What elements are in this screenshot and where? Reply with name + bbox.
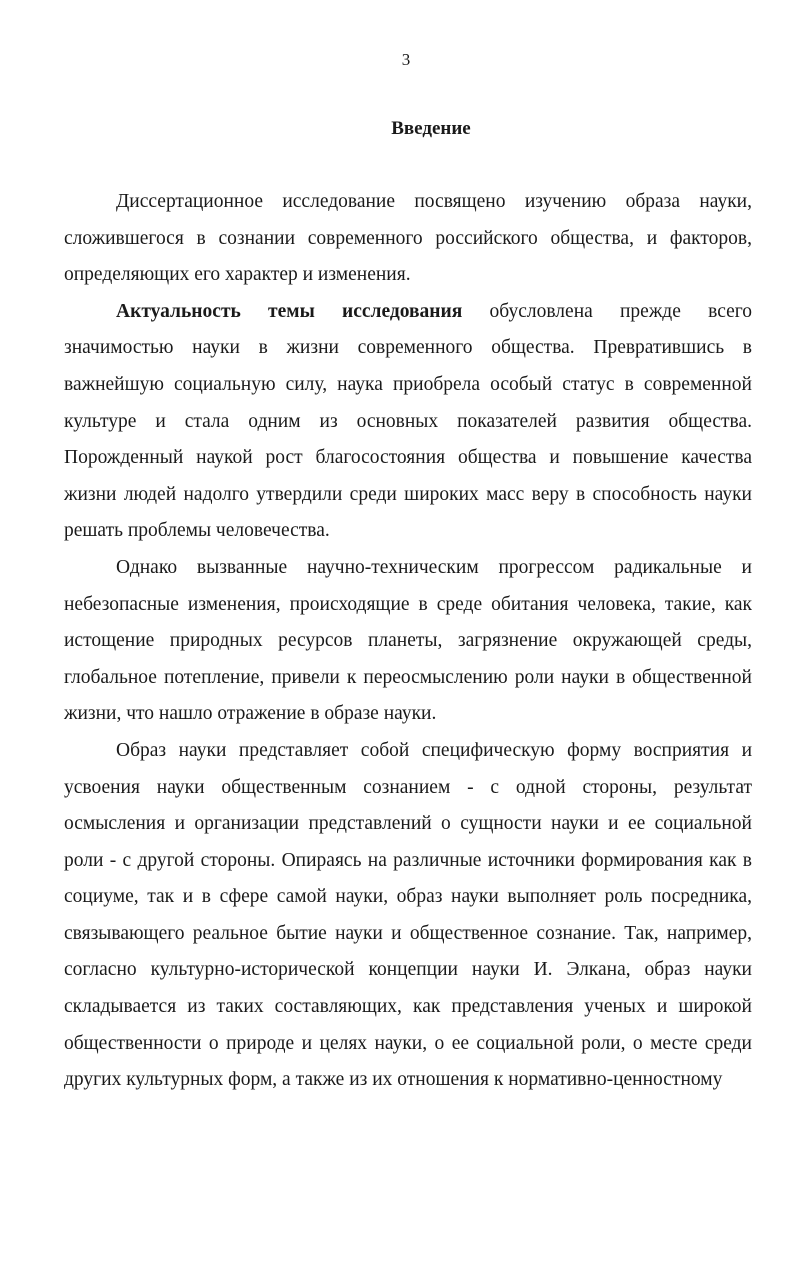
page-number: 3 xyxy=(401,50,411,69)
paragraph-lead-bold: Актуальность темы исследования xyxy=(116,300,463,322)
paragraph-text: Образ науки представляет собой специфическую форму восприятия и усвоения науки общественным сознанием - с одной стороны, результат осмысления и организации представлений о сущности науки и ее социальной роли - с другой стороны. Опираясь на различные источники формирования как в социуме, так и в сфере самой науки, образ науки выполняет роль посредника, связывающего реальное бытие науки и общественное сознание. Так, например, согласно культурно-исторической концепции науки И. Элкана, образ науки складывается из таких составляющих, как представления ученых и широкой общественности о природе и целях науки, о ее социальной роли, о месте среди других культурных форм, а также из их отношения к нормативно-ценностному xyxy=(64,739,752,1091)
body-text xyxy=(64,184,752,1099)
paragraph-text: Однако вызванные научно-техническим прогрессом радикальные и небезопасные изменения, происходящие в среде обитания человека, такие, как истощение природных ресурсов планеты, загрязнение окружающей среды, глобальное потепление, привели к переосмыслению роли науки в общественной жизни, что нашло отражение в образе науки. xyxy=(64,556,752,725)
section-title: Введение xyxy=(391,118,471,139)
paragraph-intro xyxy=(64,184,752,294)
paragraph-image-of-science xyxy=(64,733,752,1099)
paragraph-text: обусловлена прежде всего значимостью науки в жизни современного общества. Превратившись в важнейшую социальную силу, наука приобрела особый статус в современной культуре и стала одним из основных показателей развития общества. Порожденный наукой рост благосостояния общества и повышение качества жизни людей надолго утвердили среди широких масс веру в способность науки решать проблемы человечества. xyxy=(64,300,753,542)
paragraph-however xyxy=(64,550,752,733)
paragraph-text: Диссертационное исследование посвящено изучению образа науки, сложившегося в сознании современного российского общества, и факторов, определяющих его характер и изменения. xyxy=(64,191,752,286)
paragraph-relevance xyxy=(64,294,752,550)
